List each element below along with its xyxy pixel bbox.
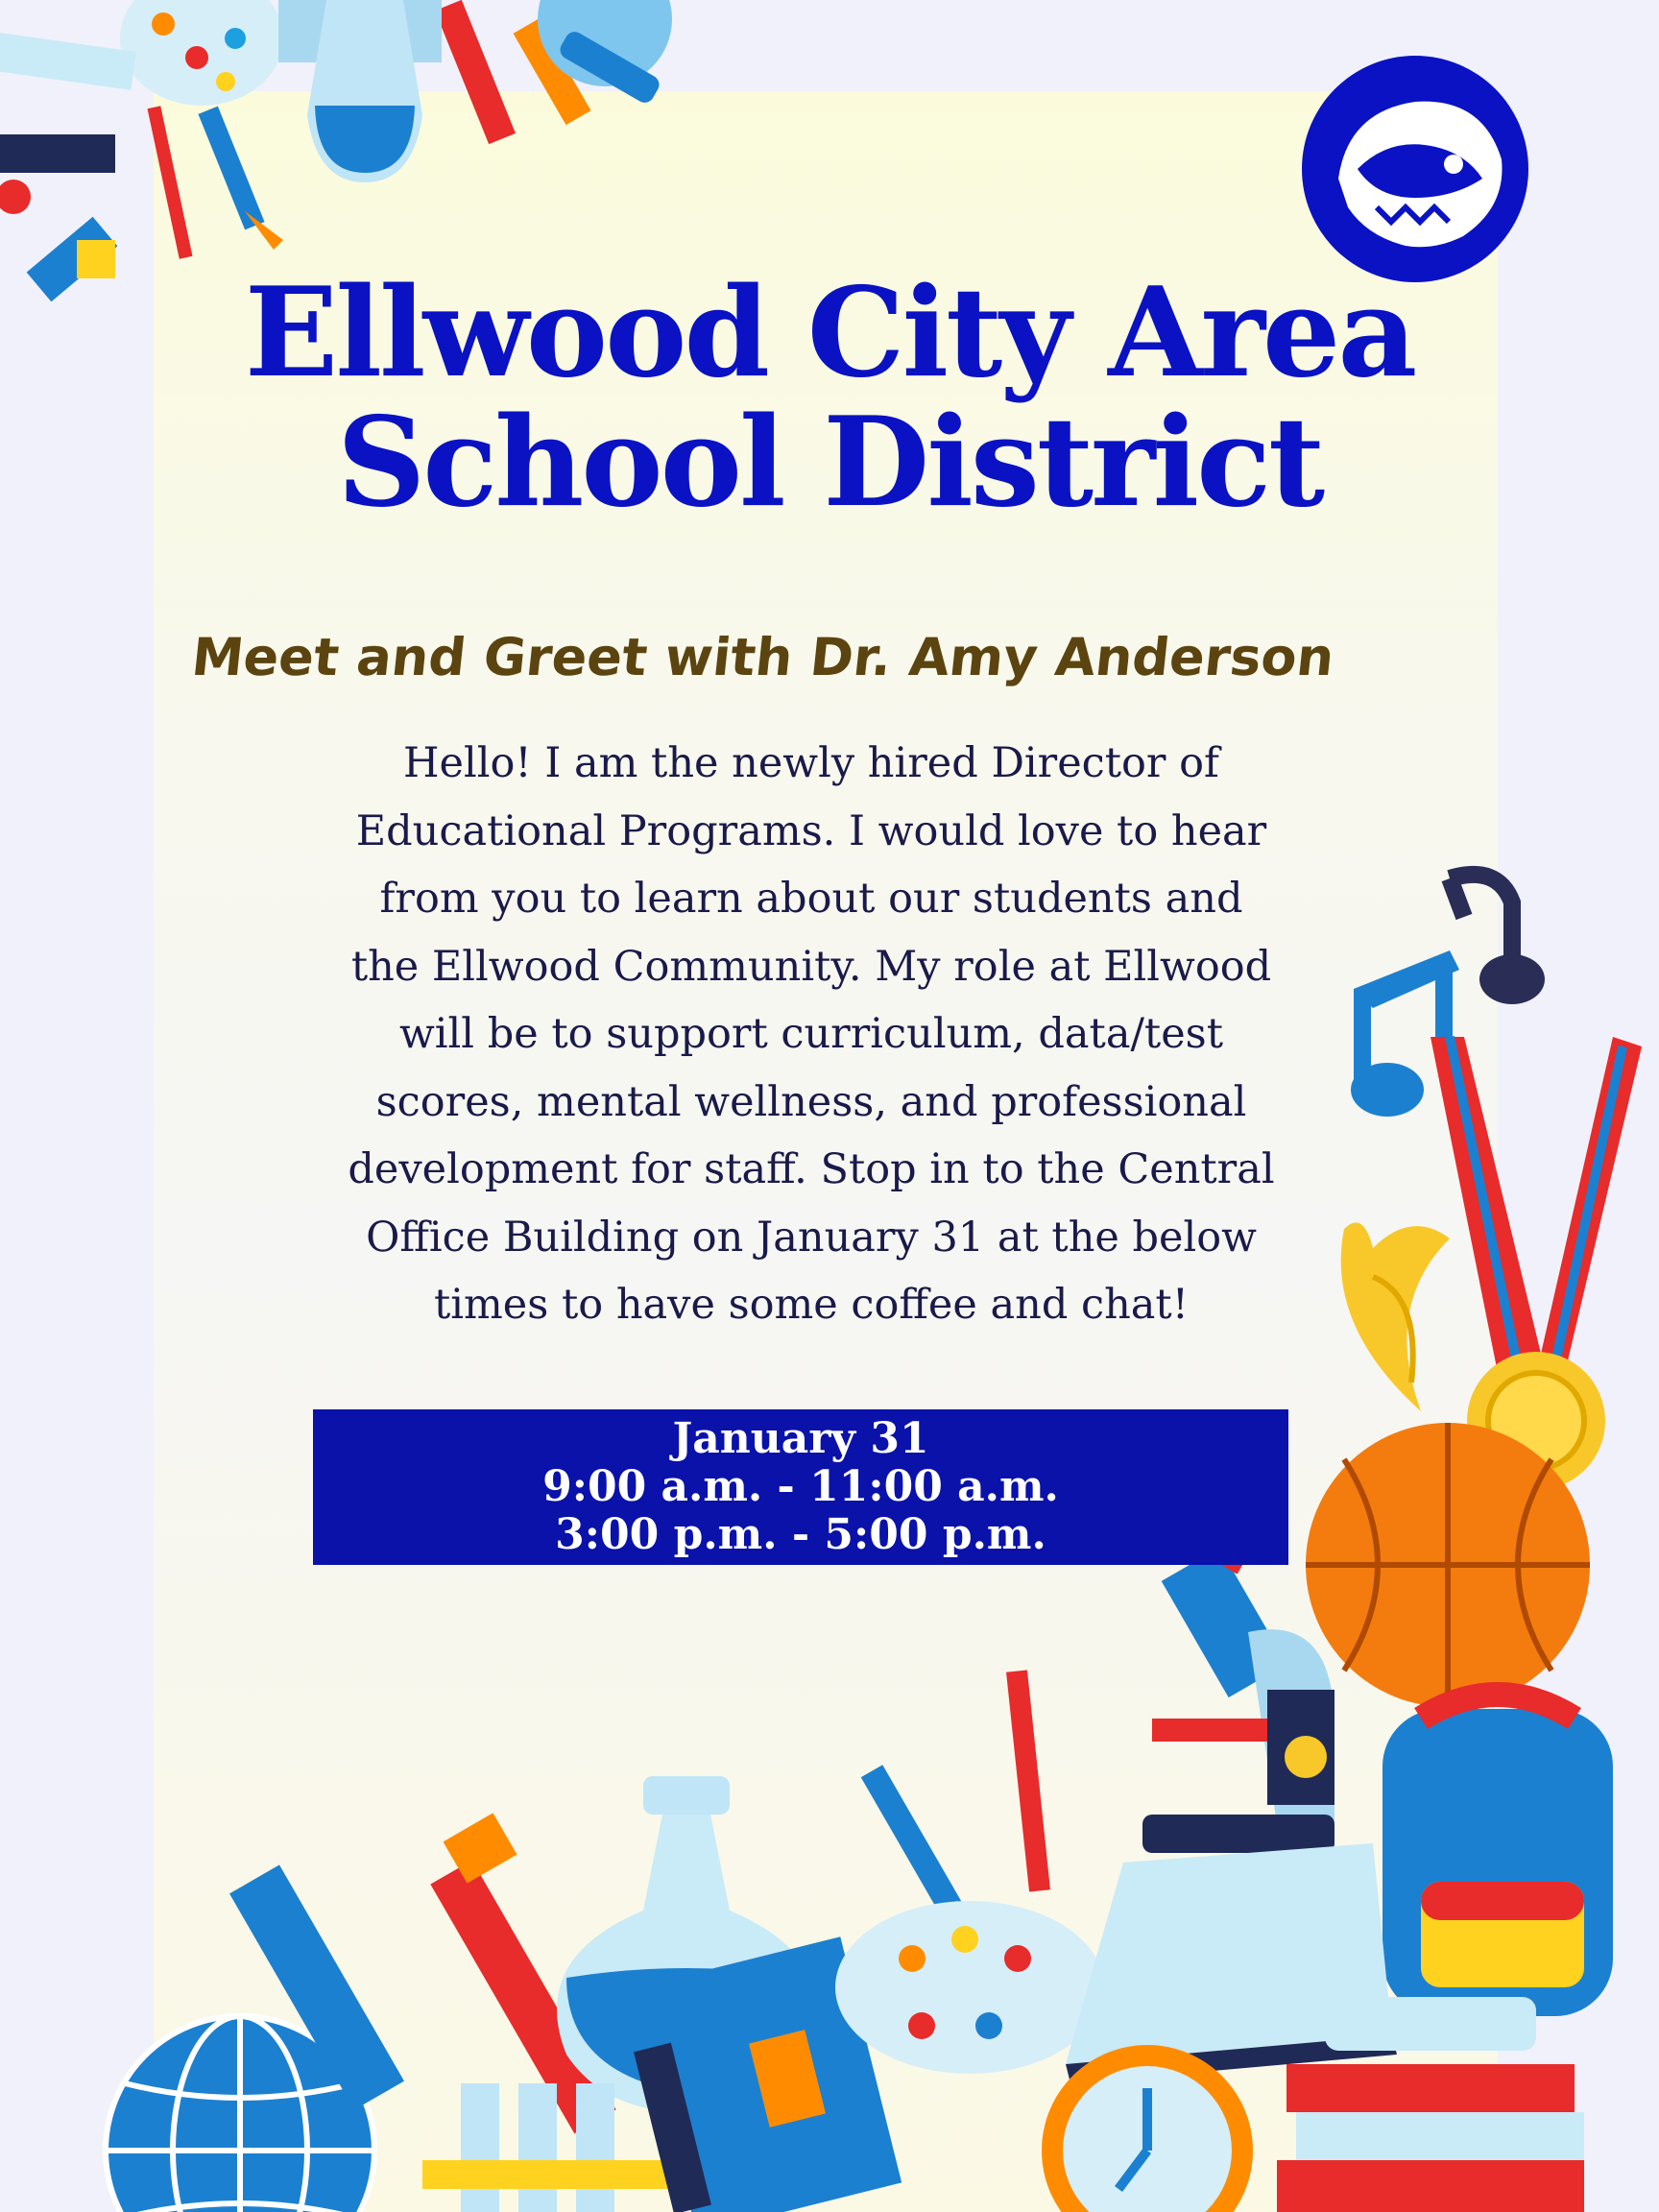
pencil-icon <box>0 25 136 214</box>
palette-icon <box>835 1901 1104 2074</box>
body-line: the Ellwood Community. My role at Ellwood <box>350 942 1272 991</box>
event-subtitle: Meet and Greet with Dr. Amy Anderson <box>188 627 1337 687</box>
schedule-slot-morning: 9:00 a.m. - 11:00 a.m. <box>542 1462 1059 1511</box>
body-line: will be to support curriculum, data/test <box>398 1010 1224 1058</box>
flask-icon <box>278 0 442 182</box>
schedule-date: January 31 <box>672 1414 929 1463</box>
backpack-icon <box>1382 1695 1613 2016</box>
schedule-box <box>313 1409 1288 1565</box>
body-line: Educational Programs. I would love to hear <box>355 806 1267 855</box>
body-line: from you to learn about our students and <box>379 875 1243 923</box>
body-line: development for staff. Stop in to the Central <box>348 1145 1275 1193</box>
medal-icon <box>1431 1037 1642 1490</box>
title-line-2: School District <box>336 391 1323 535</box>
body-paragraph <box>259 730 1363 1339</box>
title-line-1: Ellwood City Area <box>244 261 1415 405</box>
body-line: Hello! I am the newly hired Director of <box>403 739 1219 787</box>
page-title <box>0 261 1659 535</box>
basketball-icon <box>1306 1423 1590 1707</box>
body-line: times to have some coffee and chat! <box>434 1281 1189 1329</box>
palette-icon <box>120 0 283 106</box>
schedule-slot-afternoon: 3:00 p.m. - 5:00 p.m. <box>555 1510 1046 1559</box>
body-line: scores, mental wellness, and professional <box>375 1077 1247 1126</box>
body-line: Office Building on January 31 at the below <box>366 1213 1257 1262</box>
bear-mascot-logo <box>1300 54 1530 284</box>
